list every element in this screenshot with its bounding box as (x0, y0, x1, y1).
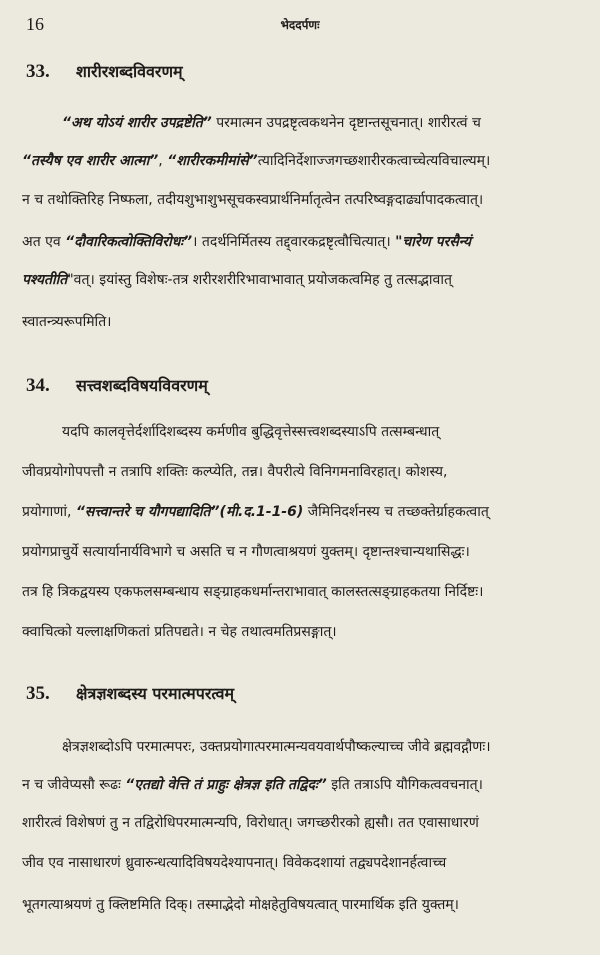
text-line: शारीरत्वं विशेषणं तु न तद्विरोधिपरमात्मन्यपि, विरोधात्। जगच्छरीरको ह्यसौ। तत एवासाधारणं (22, 815, 479, 831)
text-line: पश्यतीति"वत्। इयांस्तु विशेषः-तत्र शरीरशरीरिभावाभावात् प्रयोजकत्वमिह तु तत्सद्भावात् (22, 272, 452, 288)
text-line: तत्र हि त्रिकद्वयस्य एकफलसम्बन्धाय सङ्ग्राहकधर्मान्तराभावात् कालस्तत्सङ्ग्राहकतया निर्दिष्टः। (22, 584, 484, 600)
quote: “अथ योऽयं शारीर उपद्रष्टेति” (62, 115, 212, 131)
section-title: क्षेत्रज्ञशब्दस्य परमात्मपरत्वम् (76, 684, 235, 703)
section-title: सत्त्वशब्दविषयविवरणम् (76, 376, 208, 395)
text-line: स्वातन्त्र्यरूपमिति। (22, 314, 112, 330)
section-heading-34 (26, 374, 208, 397)
quote: पश्यतीति (22, 272, 68, 288)
quote: “सत्त्वान्तरे च यौगपद्यादिति” (75, 504, 220, 520)
section-heading-35 (26, 682, 234, 705)
quote: “तस्यैष एव शारीर आत्मा” (22, 153, 159, 169)
quote: "चारेण परसैन्यं (395, 234, 472, 250)
quote: “एतद्यो वेत्ति तं प्राहुः क्षेत्रज्ञ इति तद्विदः” (125, 777, 327, 793)
text-line: प्रयोगाणां, “सत्त्वान्तरे च यौगपद्यादिति”(मी.द.1-1-6) जैमिनिदर्शनस्य च तच्छक्तेर्ग्राहकत्वात् (22, 504, 489, 520)
text-line: जीव एव नासाधारणं ध्रुवारुन्धत्यादिविषयदेश्यापनात्। विवेकदशायां तद्व्यपदेशानर्हत्वाच्च (22, 855, 447, 871)
text-line: अत एव “दौवारिकत्वोक्तिविरोधः”। तदर्थनिर्मितस्य तद्द्वारकद्रष्टृत्वौचित्यात्। "चारेण परसैन्यं (22, 234, 472, 250)
section-title: शारीरशब्दविवरणम् (76, 62, 183, 81)
text-line: “अथ योऽयं शारीर उपद्रष्टेति” परमात्मन उपद्रष्टृत्वकथनेन दृष्टान्तसूचनात्। शारीरत्वं च (62, 115, 481, 131)
text-line: जीवप्रयोगोपपत्तौ न तत्रापि शक्तिः कल्प्येति, तन्न। वैपरीत्ये विनिगमनाविरहात्। कोशस्य, (22, 464, 448, 480)
text-line: प्रयोगप्राचुर्ये सत्यार्यानार्यविभागे च असति च न गौणत्वाश्रयणं युक्तम्। दृष्टान्तश्चान्यथासिद्धः। (22, 544, 470, 560)
text-line: क्षेत्रज्ञशब्दोऽपि परमात्मपरः, उक्तप्रयोगात्परमात्मन्यवयवार्थपौष्कल्याच्च जीवे ब्रह्मवद्गौणः। (62, 739, 491, 755)
text-line: क्वाचित्को यल्लाक्षणिकतां प्रतिपद्यते। न चेह तथात्वमतिप्रसङ्गात्। (22, 624, 337, 640)
text-line: न च जीवेप्यसौ रूढः “एतद्यो वेत्ति तं प्राहुः क्षेत्रज्ञ इति तद्विदः” इति तत्राऽपि यौगिकत्ववचनात्। (22, 777, 483, 793)
page-number: 16 (26, 14, 44, 34)
quote: “शारीरकमीमांसे” (167, 153, 258, 169)
section-number: 35. (26, 683, 50, 704)
section-heading-33 (26, 60, 183, 83)
text-line: भूतगत्याश्रयणं तु क्लिष्टमिति दिक्। तस्माद्भेदो मोक्षहेतुविषयत्वात् पारमार्थिक इति युक्तम्। (22, 897, 459, 913)
citation: (मी.द.1-1-6) (219, 504, 304, 520)
text-line: “तस्यैष एव शारीर आत्मा”, “शारीरकमीमांसे”त्यादिनिर्देशाज्जगच्छशारीरकत्वाच्चेत्यविचाल्यम्। (22, 153, 491, 169)
text-line: न च तथोक्तिरिह निष्फला, तदीयशुभाशुभसूचकस्वप्रार्थनिर्मातृत्वेन तत्परिष्वङ्गदार्ढ्यापादकत्वात्। (22, 192, 484, 208)
text-line: यदपि कालवृत्तेर्दर्शादिशब्दस्य कर्मणीव बुद्धिवृत्तेस्सत्त्वशब्दस्याऽपि तत्सम्बन्धात् (62, 424, 440, 440)
section-number: 33. (26, 61, 50, 82)
section-number: 34. (26, 375, 50, 396)
running-title: भेददर्पणः (280, 18, 320, 32)
quote: “दौवारिकत्वोक्तिविरोधः” (65, 234, 193, 250)
